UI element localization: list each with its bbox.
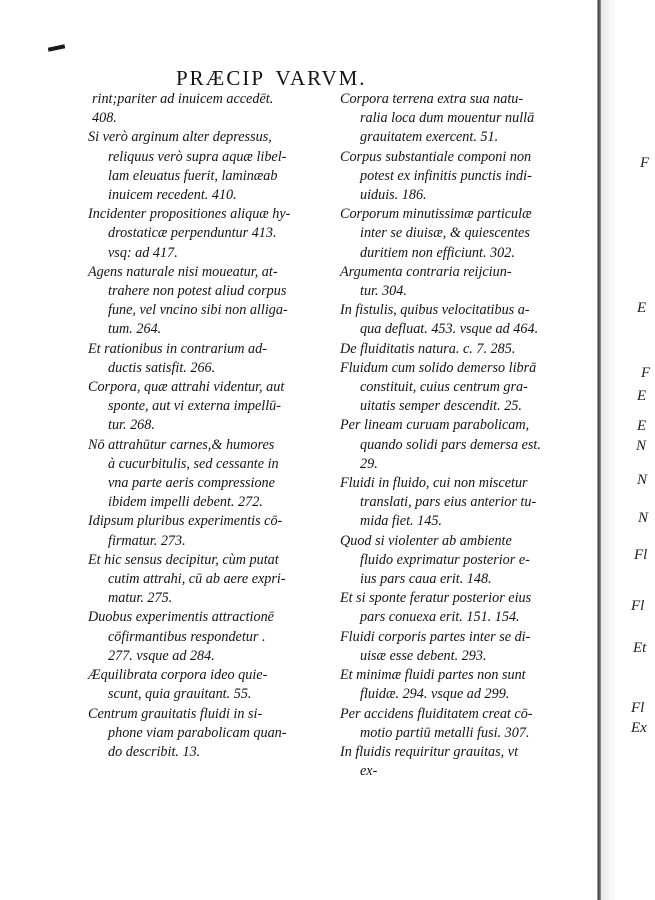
- entry-line: ductis satisfit. 266.: [108, 359, 216, 376]
- entry-line: Et hic sensus decipitur, cùm putat: [88, 551, 279, 568]
- right-entry: [340, 628, 592, 666]
- entry-line: translati, pars eius anterior tu-: [360, 494, 537, 511]
- entry-line: Per accidens fluiditatem creat cō-: [340, 705, 533, 722]
- margin-letter: N: [637, 472, 648, 488]
- right-entry: [340, 416, 592, 474]
- entry-line: trahere non potest aliud corpus: [108, 283, 287, 300]
- left-entry: [88, 128, 336, 205]
- entry-line: inter se diuisæ, & quiescentes: [360, 225, 530, 242]
- printer-mark: [48, 44, 65, 51]
- left-entry: [88, 436, 336, 513]
- entry-line: Fluidi in fluido, cui non miscetur: [340, 475, 528, 492]
- entry-line: Corporum minutissimæ particulæ: [340, 206, 532, 223]
- left-entry: [88, 512, 336, 550]
- margin-letter: Et: [633, 640, 647, 656]
- index-column-right: [340, 90, 592, 781]
- right-entry: [340, 301, 592, 339]
- entry-line: pars conuexa erit. 151. 154.: [360, 609, 520, 626]
- entry-line: lam eleuatus fuerit, laminæab: [108, 167, 278, 184]
- entry-line: ralia loca dum mouentur nullā: [360, 110, 535, 127]
- entry-line: drostaticæ perpenduntur 413.: [108, 225, 277, 242]
- right-entry: [340, 263, 592, 301]
- right-entry: [340, 148, 592, 206]
- entry-line: Fluidum cum solido demerso librā: [340, 359, 537, 376]
- margin-letter: F: [641, 365, 651, 381]
- entry-line: Fluidi corporis partes inter se di-: [340, 628, 531, 645]
- entry-line: Idipsum pluribus experimentis cō-: [88, 513, 283, 530]
- left-entry: [88, 205, 336, 263]
- margin-letter: E: [637, 300, 647, 316]
- left-entry: [88, 608, 336, 666]
- margin-letter: E: [637, 388, 647, 404]
- entry-line: Corpora terrena extra sua natu-: [340, 91, 524, 107]
- entry-line: Et minimæ fluidi partes non sunt: [340, 667, 526, 684]
- entry-line: vna parte aeris compressione: [108, 475, 275, 492]
- entry-line: grauitatem exercent. 51.: [360, 129, 499, 146]
- right-entry: [340, 474, 592, 532]
- entry-line: motio partiū metalli fusi. 307.: [360, 724, 530, 741]
- right-entry: [340, 90, 592, 148]
- entry-line: mida fiet. 145.: [360, 513, 442, 530]
- left-entry: [88, 340, 336, 378]
- entry-line: Nō attrahūtur carnes,& humores: [88, 436, 275, 453]
- left-entry: [88, 705, 336, 763]
- entry-line: à cucurbitulis, sed cessante in: [108, 455, 279, 472]
- right-entry: [340, 743, 592, 781]
- right-entry: [340, 705, 592, 743]
- header-left: PRÆCIP: [176, 66, 265, 90]
- left-entry: [88, 263, 336, 340]
- entry-line: Et si sponte feratur posterior eius: [340, 590, 532, 607]
- entry-line: 408.: [92, 110, 117, 127]
- margin-letter: Ex: [631, 720, 647, 736]
- entry-line: constituit, cuius centrum gra-: [360, 379, 528, 396]
- entry-line: matur. 275.: [108, 590, 173, 607]
- entry-line: ibidem impelli debent. 272.: [108, 494, 263, 511]
- entry-line: sponte, aut vi externa impellū-: [108, 398, 281, 415]
- index-column-left: [88, 90, 336, 762]
- entry-line: Duobus experimentis attractionē: [88, 609, 274, 626]
- entry-line: Corpus substantiale componi non: [340, 148, 532, 165]
- entry-line: Corpora, quæ attrahi videntur, aut: [88, 379, 285, 396]
- entry-line: uisæ esse debent. 293.: [360, 647, 487, 664]
- entry-line: potest ex infinitis punctis indi-: [360, 167, 532, 184]
- entry-line: Centrum grauitatis fluidi in si-: [88, 705, 263, 722]
- entry-line: Et rationibus in contrarium ad-: [88, 340, 267, 357]
- right-entry: [340, 205, 592, 263]
- entry-line: ex-: [360, 763, 378, 780]
- entry-line: firmatur. 273.: [108, 532, 186, 549]
- entry-line: uitatis semper descendit. 25.: [360, 398, 522, 415]
- entry-line: scunt, quia grauitant. 55.: [108, 686, 252, 703]
- entry-line: De fluiditatis natura. c. 7. 285.: [340, 340, 516, 357]
- header-right: VARVM.: [275, 66, 367, 90]
- entry-line: cōfirmantibus respondetur .: [108, 628, 266, 645]
- entry-line: uiduis. 186.: [360, 187, 427, 204]
- margin-letter: E: [637, 418, 647, 434]
- entry-line: 29.: [360, 455, 378, 472]
- entry-line: tur. 268.: [108, 417, 155, 434]
- entry-line: rint;pariter ad inuicem accedēt.: [92, 91, 274, 107]
- entry-line: quando solidi pars demersa est.: [360, 436, 541, 453]
- entry-line: cutim attrahi, cū ab aere expri-: [108, 571, 286, 588]
- entry-line: reliquus verò supra aquæ libel-: [108, 148, 287, 165]
- entry-line: fluidæ. 294. vsque ad 299.: [360, 686, 510, 703]
- entry-line: qua defluat. 453. vsque ad 464.: [360, 321, 539, 338]
- page-header: [176, 66, 476, 91]
- entry-line: fluido exprimatur posterior e-: [360, 551, 530, 568]
- entry-line: Æquilibrata corpora ideo quie-: [88, 667, 268, 684]
- entry-line: fune, vel vncino sibi non alliga-: [108, 302, 288, 319]
- margin-letter: N: [636, 438, 647, 454]
- page-fold-edge: [597, 0, 601, 900]
- entry-line: In fluidis requiritur grauitas, vt: [340, 743, 519, 760]
- entry-line: Quod si violenter ab ambiente: [340, 532, 512, 549]
- right-entry: [340, 666, 592, 704]
- right-entry: [340, 359, 592, 417]
- right-entry: [340, 589, 592, 627]
- entry-line: do describit. 13.: [108, 743, 201, 760]
- next-page-shadow: [601, 0, 655, 900]
- right-entry: [340, 532, 592, 590]
- entry-line: phone viam parabolicam quan-: [108, 724, 287, 741]
- left-entry: [88, 90, 336, 128]
- right-entry: [340, 340, 592, 359]
- entry-line: In fistulis, quibus velocitatibus a-: [340, 302, 530, 319]
- entry-line: inuicem recedent. 410.: [108, 187, 237, 204]
- entry-line: Argumenta contraria reijciun-: [340, 263, 512, 280]
- entry-line: duritiem non efficiunt. 302.: [360, 244, 515, 261]
- entry-line: Agens naturale nisi moueatur, at-: [88, 263, 278, 280]
- margin-letter: F: [640, 155, 650, 171]
- entry-line: tum. 264.: [108, 321, 162, 338]
- margin-letter: Fl: [631, 598, 645, 614]
- left-entry: [88, 378, 336, 436]
- entry-line: ius pars caua erit. 148.: [360, 571, 492, 588]
- margin-letter: N: [638, 510, 649, 526]
- left-entry: [88, 551, 336, 609]
- entry-line: Per lineam curuam parabolicam,: [340, 417, 530, 434]
- margin-letter: Fl: [634, 547, 648, 563]
- entry-line: tur. 304.: [360, 283, 407, 300]
- entry-line: vsq: ad 417.: [108, 244, 178, 261]
- left-entry: [88, 666, 336, 704]
- entry-line: 277. vsque ad 284.: [108, 647, 215, 664]
- entry-line: Incidenter propositiones aliquæ hy-: [88, 206, 291, 223]
- entry-line: Si verò arginum alter depressus,: [88, 129, 272, 146]
- margin-letter: Fl: [631, 700, 645, 716]
